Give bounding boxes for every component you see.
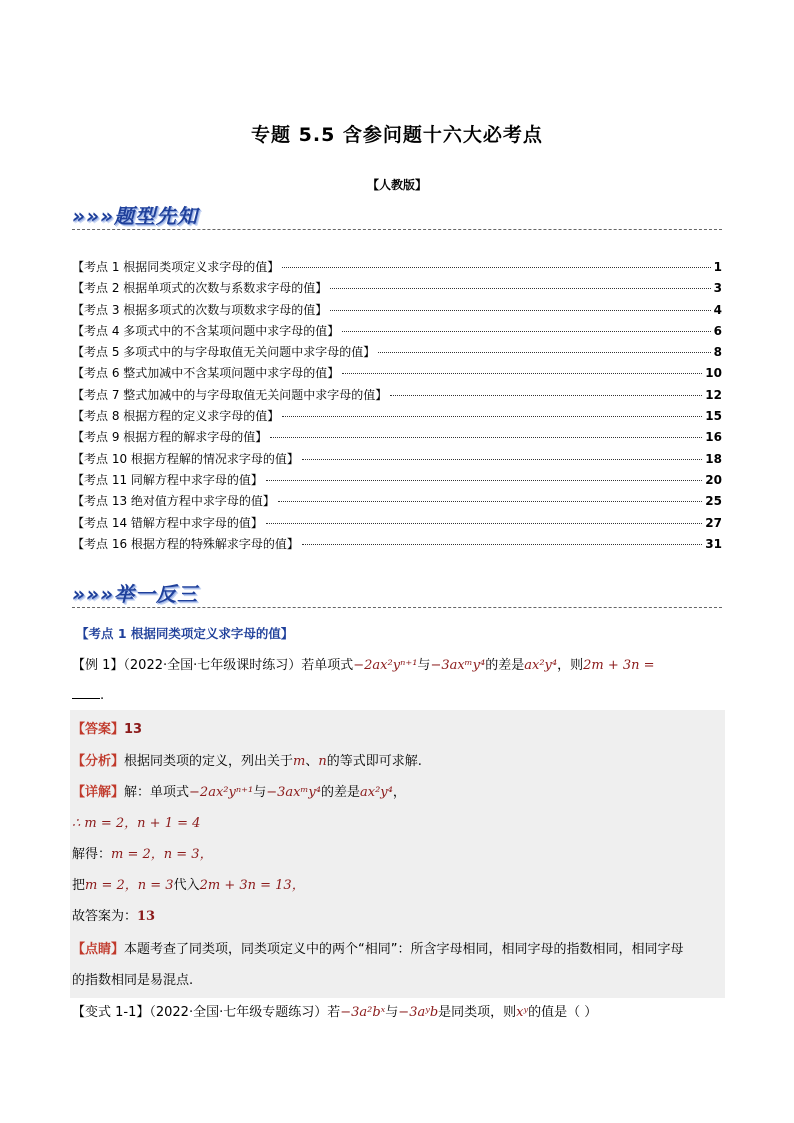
toc-leader-dots xyxy=(266,480,702,481)
banner-question-types xyxy=(72,200,722,230)
example-text: 的差是 xyxy=(485,658,525,673)
toc-entry-label: 【考点 6 整式加减中不含某项问题中求字母的值】 xyxy=(72,366,340,381)
dashed-divider xyxy=(72,229,722,230)
step-2 xyxy=(72,845,724,865)
toc-entry[interactable] xyxy=(72,386,722,407)
toc-leader-dots xyxy=(342,331,710,332)
toc-entry[interactable] xyxy=(72,322,722,343)
toc-entry[interactable] xyxy=(72,407,722,428)
analysis-line xyxy=(72,752,724,772)
analysis-text: 根据同类项的定义，列出关于 xyxy=(124,754,294,769)
toc-entry-page: 15 xyxy=(705,409,722,424)
detail-text: ， xyxy=(392,785,406,800)
step-text: 故答案为： xyxy=(72,909,138,924)
toc-entry-page: 4 xyxy=(713,302,722,317)
toc-leader-dots xyxy=(330,288,710,289)
toc-entry-label: 【考点 1 根据同类项定义求字母的值】 xyxy=(72,260,280,274)
toc-entry[interactable] xyxy=(72,258,722,279)
toc-leader-dots xyxy=(278,501,702,502)
toc-entry-page: 1 xyxy=(713,260,722,274)
toc-entry-label: 【考点 3 根据多项式的次数与项数求字母的值】 xyxy=(72,302,328,317)
page-title: 专题 5.5 含参问题十六大必考点 xyxy=(251,124,543,146)
math-expr: m = 2，n = 3 xyxy=(85,878,174,893)
answer-tag: 【答案】 xyxy=(72,722,125,737)
step-1 xyxy=(72,814,724,834)
edition-label: 【人教版】 xyxy=(366,178,427,192)
analysis-tag: 【分析】 xyxy=(72,754,125,769)
math-expr: ax²y⁴ xyxy=(360,785,393,800)
toc-leader-dots xyxy=(390,395,702,396)
toc-entry[interactable] xyxy=(72,343,722,364)
answer-blank xyxy=(72,698,100,699)
math-var: n xyxy=(318,754,327,769)
toc-leader-dots xyxy=(270,437,702,438)
math-expr: −2ax²yⁿ⁺¹ xyxy=(353,658,418,673)
toc-leader-dots xyxy=(282,267,710,268)
toc-entry-page: 25 xyxy=(705,494,722,509)
detail-text: 解：单项式 xyxy=(124,785,190,800)
toc-entry-label: 【考点 9 根据方程的解求字母的值】 xyxy=(72,430,268,445)
detail-line xyxy=(72,783,724,803)
answer-value: 13 xyxy=(124,722,143,737)
toc-leader-dots xyxy=(302,459,702,460)
example-question xyxy=(72,656,724,676)
example-text: 与 xyxy=(417,658,431,673)
toc-entry[interactable] xyxy=(72,492,722,513)
toc-entry-page: 31 xyxy=(705,536,722,551)
math-expr: −3aʸb xyxy=(398,1005,439,1020)
step-3 xyxy=(72,876,724,896)
variant-text: 的值是（ ） xyxy=(528,1005,598,1020)
math-expr: 2m + 3n = xyxy=(583,658,655,673)
toc-entry-label: 【考点 8 根据方程的定义求字母的值】 xyxy=(72,409,280,424)
toc-entry-page: 16 xyxy=(705,430,722,445)
example-prefix: 【例 1】（2022·全国·七年级课时练习）若单项式 xyxy=(72,658,354,673)
step-text: 把 xyxy=(72,878,86,893)
toc-leader-dots xyxy=(330,310,710,311)
comment-tag: 【点睛】 xyxy=(72,942,125,957)
toc-entry-label: 【考点 13 绝对值方程中求字母的值】 xyxy=(72,494,275,509)
example-end: . xyxy=(100,688,105,703)
math-expr: ∴ m = 2，n + 1 = 4 xyxy=(72,816,201,831)
table-of-contents xyxy=(72,258,722,556)
detail-text: 与 xyxy=(253,785,267,800)
comment-line-1 xyxy=(72,940,724,960)
toc-entry-label: 【考点 11 同解方程中求字母的值】 xyxy=(72,472,263,487)
banner-examples xyxy=(72,578,722,608)
toc-entry-label: 【考点 4 多项式中的不含某项问题中求字母的值】 xyxy=(72,323,340,338)
toc-entry-page: 6 xyxy=(713,323,722,338)
step-text: 解得： xyxy=(72,847,112,862)
toc-entry-page: 12 xyxy=(705,387,722,402)
math-expr: −3axᵐy⁴ xyxy=(430,658,486,673)
comment-text: 的指数相同是易混点. xyxy=(72,973,194,988)
toc-entry-page: 20 xyxy=(705,472,722,487)
variant-question xyxy=(72,1003,724,1023)
toc-leader-dots xyxy=(342,373,702,374)
section-heading: 【考点 1 根据同类项定义求字母的值】 xyxy=(76,626,294,641)
toc-entry-label: 【考点 5 多项式中的与字母取值无关问题中求字母的值】 xyxy=(72,345,376,360)
toc-leader-dots xyxy=(378,352,710,353)
answer-line xyxy=(72,720,724,740)
toc-entry-page: 8 xyxy=(713,345,722,360)
toc-entry-label: 【考点 16 根据方程的特殊解求字母的值】 xyxy=(72,536,299,551)
toc-entry[interactable] xyxy=(72,450,722,471)
answer-blank-line xyxy=(72,686,724,706)
analysis-sep: 、 xyxy=(305,754,319,769)
final-answer: 13 xyxy=(137,909,156,924)
toc-entry[interactable] xyxy=(72,279,722,300)
math-expr: m = 2，n = 3， xyxy=(111,847,213,862)
toc-entry-page: 27 xyxy=(705,515,722,530)
toc-entry[interactable] xyxy=(72,514,722,535)
math-expr: −3a²bˣ xyxy=(340,1005,386,1020)
variant-prefix: 【变式 1-1】（2022·全国·七年级专题练习）若 xyxy=(72,1005,341,1020)
math-expr: −2ax²yⁿ⁺¹ xyxy=(189,785,254,800)
analysis-text: 的等式即可求解. xyxy=(326,754,422,769)
toc-leader-dots xyxy=(302,544,702,545)
math-expr: 2m + 3n = 13， xyxy=(199,878,305,893)
variant-text: 是同类项，则 xyxy=(438,1005,517,1020)
toc-entry-page: 3 xyxy=(713,281,722,296)
math-expr: −3axᵐy⁴ xyxy=(266,785,321,800)
toc-entry-label: 【考点 10 根据方程解的情况求字母的值】 xyxy=(72,451,299,466)
detail-text: 的差是 xyxy=(320,785,360,800)
toc-entry-page: 10 xyxy=(705,366,722,381)
step-4 xyxy=(72,907,724,927)
math-expr: xʸ xyxy=(516,1005,529,1020)
toc-entry-page: 18 xyxy=(705,451,722,466)
toc-entry-label: 【考点 2 根据单项式的次数与系数求字母的值】 xyxy=(72,281,328,296)
example-text: ，则 xyxy=(557,658,584,673)
toc-entry-label: 【考点 7 整式加减中的与字母取值无关问题中求字母的值】 xyxy=(72,387,388,402)
toc-entry-label: 【考点 14 错解方程中求字母的值】 xyxy=(72,515,263,530)
toc-leader-dots xyxy=(266,523,702,524)
banner-text: »»»举一反三 xyxy=(72,582,198,606)
comment-line-2 xyxy=(72,971,724,991)
toc-leader-dots xyxy=(282,416,702,417)
toc-entry[interactable] xyxy=(72,301,722,322)
toc-entry[interactable] xyxy=(72,471,722,492)
banner-text: »»»题型先知 xyxy=(72,204,198,228)
toc-entry[interactable] xyxy=(72,535,722,556)
variant-text: 与 xyxy=(385,1005,399,1020)
step-text: 代入 xyxy=(173,878,200,893)
comment-text: 本题考查了同类项，同类项定义中的两个“相同”：所含字母相同，相同字母的指数相同，相同字母 xyxy=(124,942,684,957)
toc-entry[interactable] xyxy=(72,364,722,385)
detail-tag: 【详解】 xyxy=(72,785,125,800)
toc-entry[interactable] xyxy=(72,428,722,449)
math-var: m xyxy=(293,754,306,769)
dashed-divider xyxy=(72,607,722,608)
math-expr: ax²y⁴ xyxy=(524,658,558,673)
